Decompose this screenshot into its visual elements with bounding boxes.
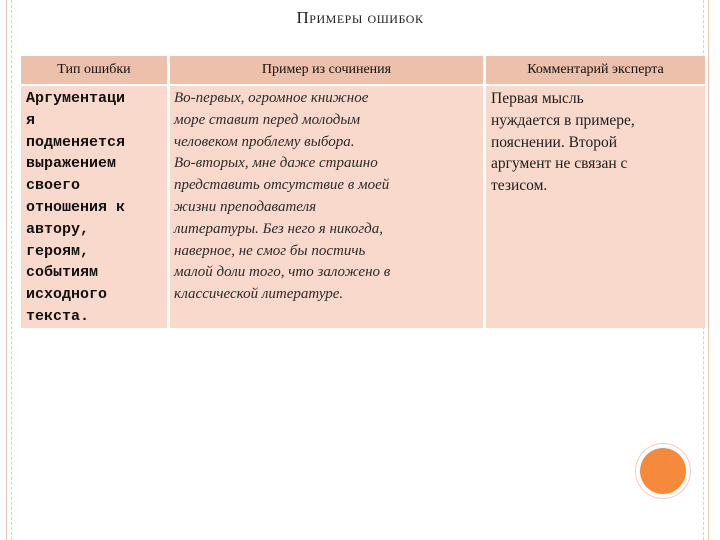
example-line: Во-первых, огромное книжное — [174, 90, 369, 106]
right-border-line — [708, 0, 709, 540]
error-type-line: выражением — [26, 155, 117, 173]
column-divider — [483, 56, 486, 328]
error-type-line: я — [26, 111, 36, 129]
decorative-circle — [640, 448, 686, 494]
header-error-type: Тип ошибки — [57, 62, 131, 77]
errors-table — [21, 56, 705, 328]
example-line: представить отсутствие в моей — [174, 177, 390, 194]
comment-line: Первая мысль — [491, 90, 584, 107]
header-example: Пример из сочинения — [261, 62, 392, 77]
error-type-line: Аргументаци — [26, 90, 126, 107]
error-type-line: автору, — [26, 220, 90, 238]
cell-example — [174, 88, 479, 306]
example-line: малой доли того, что заложено в — [174, 264, 391, 281]
comment-line: аргумент не связан с — [491, 155, 628, 173]
error-type-line: подменяется — [26, 133, 126, 151]
comment-line: пояснении. Второй — [491, 133, 618, 151]
error-type-line: отношения к — [26, 198, 126, 216]
cell-error-type — [26, 88, 164, 328]
error-type-line: событиям — [26, 264, 99, 282]
example-line: Во-вторых, мне даже страшно — [174, 155, 378, 172]
example-line: наверное, не смог бы постичь — [174, 242, 366, 259]
example-line: человеком проблему выбора. — [174, 133, 355, 150]
row-divider — [21, 84, 705, 86]
left-border-dashed-line — [11, 0, 12, 540]
slide-title: Примеры ошибок — [296, 8, 424, 27]
example-line: море ставит перед молодым — [174, 111, 361, 128]
comment-line: тезисом. — [491, 177, 548, 195]
cell-expert-comment — [491, 88, 701, 197]
error-type-line: героям, — [26, 242, 90, 260]
error-type-line: исходного — [26, 286, 108, 304]
left-border-line — [6, 0, 7, 540]
example-line: литературы. Без него я никогда, — [174, 220, 384, 237]
header-expert-comment: Комментарий эксперта — [527, 62, 664, 77]
example-line: жизни преподавателя — [174, 198, 317, 215]
error-type-line: текста. — [26, 307, 90, 325]
comment-line: нуждается в примере, — [491, 111, 635, 129]
column-divider — [167, 56, 170, 328]
example-line: классической литературе. — [174, 286, 344, 303]
error-type-line: своего — [26, 177, 81, 195]
